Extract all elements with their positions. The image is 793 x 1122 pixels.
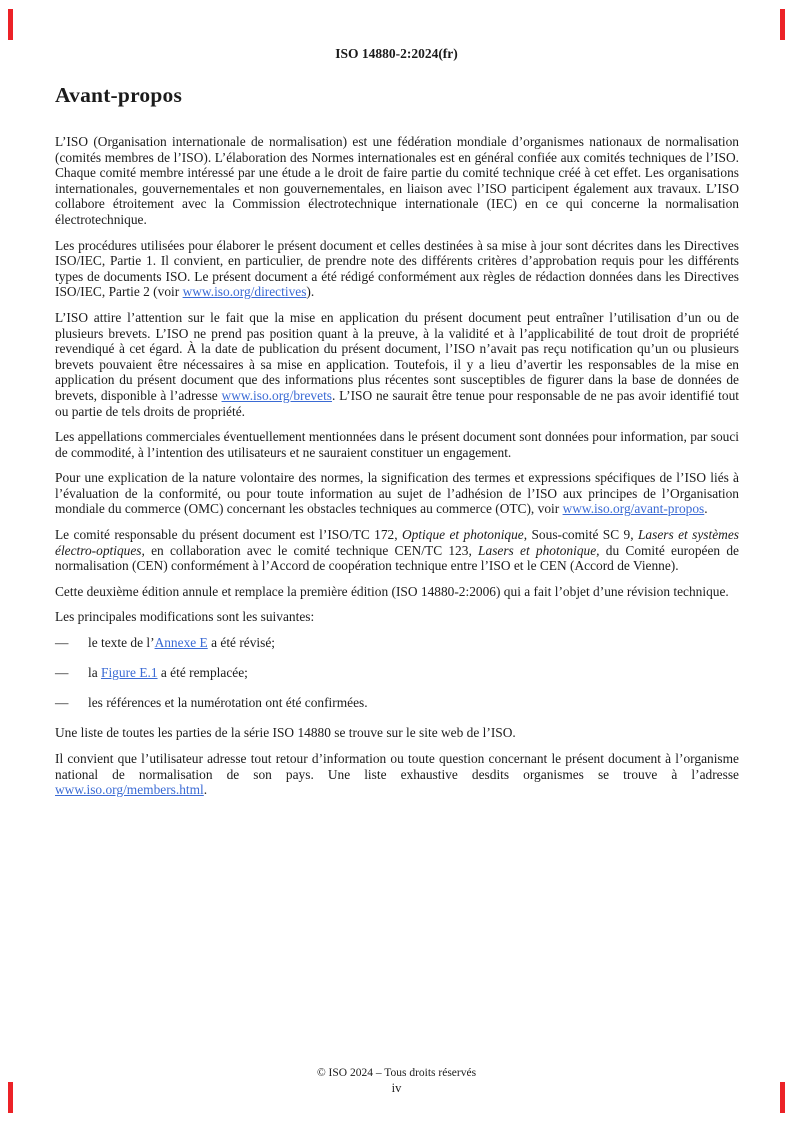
text-run: Les procédures utilisées pour élaborer le présent document et celles destinées à sa mise à jour sont décrites dans les Directives ISO/IEC, Partie 1. Il convient, en particulier, de prendre note des différents critères d’approbation requis pour les différents types de documents ISO. Le présent document a été rédigé conformément aux règles de rédaction données dans les Directives ISO/IEC, Partie 2 (voir: [55, 237, 739, 300]
page-footer: [0, 1066, 793, 1097]
text-run: les références et la numérotation ont été confirmées.: [88, 695, 368, 711]
list-item-text: [88, 665, 739, 681]
text-run: la: [88, 665, 102, 681]
text-run: Les appellations commerciales éventuellement mentionnées dans le présent document sont données pour information, par souci de commodité, à l’intention des utilisateurs et ne sauraient constituer un engagement.: [55, 429, 739, 460]
hyperlink[interactable]: www.iso.org/brevets: [221, 387, 333, 403]
hyperlink[interactable]: www.iso.org/directives: [182, 284, 307, 300]
crop-mark-top-right: [780, 9, 785, 40]
text-run: a été révisé;: [207, 635, 276, 651]
hyperlink[interactable]: Annexe E: [154, 635, 208, 651]
text-run: ).: [306, 284, 315, 300]
text-run: du Comité européen de normalisation (CEN) conformément à l’Accord de coopération technique entre l’ISO et le CEN (Accord de Vienne).: [55, 542, 739, 574]
paragraph: [55, 429, 739, 460]
paragraph: [55, 609, 739, 625]
text-run: Une liste de toutes les parties de la série ISO 14880 se trouve sur le site web de l’ISO.: [55, 725, 516, 741]
text-run: L’ISO (Organisation internationale de normalisation) est une fédération mondiale d’organismes nationaux de normalisation (comités membres de l’ISO). L’élaboration des Normes internationales est en général confiée aux comités techniques de l’ISO. Chaque comité membre intéressé par une étude a le droit de faire partie du comité technique créé à cet effet. Les organisations internationales, gouvernementales et non gouvernementales, en liaison avec l’ISO participent également aux travaux. L’ISO collabore étroitement avec la Commission électrotechnique internationale (IEC) en ce qui concerne la normalisation électrotechnique.: [55, 134, 739, 227]
list-item-text: [88, 695, 739, 711]
text-run: en collaboration avec le comité technique CEN/TC 123,: [144, 542, 479, 558]
text-run: , Sous-comité SC 9,: [523, 527, 638, 543]
page-title: Avant-propos: [55, 83, 183, 107]
paragraph: [55, 470, 739, 517]
text-run: Le comité responsable du présent document est l’ISO/TC 172,: [55, 527, 402, 543]
text-run: Cette deuxième édition annule et remplace la première édition (ISO 14880-2:2006) qui a fait l’objet d’une révision technique.: [55, 583, 729, 599]
text-run: a été remplacée;: [157, 665, 248, 681]
text-run: Pour une explication de la nature volontaire des normes, la signification des termes et expressions spécifiques de l’ISO liés à l’évaluation de la conformité, ou pour toute information au sujet de l’adhésion de l’ISO aux principes de l’Organisation mondiale du commerce (OMC) concernant les obstacles techniques au commerce (OTC), voir: [55, 470, 739, 517]
text-run: Il convient que l’utilisateur adresse tout retour d’information ou toute question concernant le présent document à l’organisme national de normalisation de son pays. Une liste exhaustive desdits organismes se trouve à l’adresse: [55, 750, 739, 782]
list-dash: —: [55, 635, 69, 651]
list-item: [55, 665, 739, 681]
list-item: [55, 695, 739, 711]
paragraph: [55, 584, 739, 600]
paragraph: [55, 725, 739, 741]
paragraph: [55, 310, 739, 419]
italic-text: Lasers et systèmes électro-optiques,: [55, 527, 739, 558]
text-run: Les principales modifications sont les suivantes:: [55, 609, 315, 625]
hyperlink[interactable]: Figure E.1: [101, 665, 158, 681]
page-number: iv: [391, 1081, 402, 1095]
content-area: [55, 82, 739, 808]
italic-text: Lasers et photonique,: [478, 542, 600, 558]
text-run: . L’ISO ne saurait être tenue pour responsable de ne pas avoir identifié tout ou partie de tels droits de propriété.: [55, 387, 739, 419]
list-item: [55, 635, 739, 651]
paragraph: [55, 134, 739, 228]
text-run: .: [704, 501, 708, 517]
document-body: [55, 134, 739, 798]
paragraph: [55, 238, 739, 300]
copyright-notice: © ISO 2024 – Tous droits réservés: [316, 1067, 477, 1079]
paragraph: [55, 527, 739, 574]
text-run: L’ISO attire l’attention sur le fait que la mise en application du présent document peut entraîner l’utilisation d’un ou de plusieurs brevets. L’ISO ne prend pas position quant à la preuve, à la validité et à l’applicabilité de tout droit de propriété revendiqué à cet égard. À la date de publication du présent document, l’ISO n’avait pas reçu notification qu’un ou plusieurs brevets pouvaient être nécessaires à sa mise en application. Toutefois, il y a lieu d’avertir les responsables de la mise en application du présent document que des informations plus récentes sont susceptibles de figurer dans la base de données de brevets, disponible à l’adresse: [55, 309, 739, 403]
list-item-text: [88, 635, 739, 651]
list-dash: —: [55, 665, 69, 681]
hyperlink[interactable]: www.iso.org/avant-propos: [562, 501, 705, 517]
crop-mark-top-left: [8, 9, 13, 40]
italic-text: Optique et photonique: [401, 527, 524, 543]
hyperlink[interactable]: www.iso.org/members.html: [55, 782, 204, 798]
text-run: le texte de l’: [88, 635, 155, 651]
paragraph: [55, 751, 739, 798]
text-run: .: [203, 782, 208, 798]
list-dash: —: [55, 695, 69, 711]
running-header: ISO 14880-2:2024(fr): [335, 46, 458, 61]
